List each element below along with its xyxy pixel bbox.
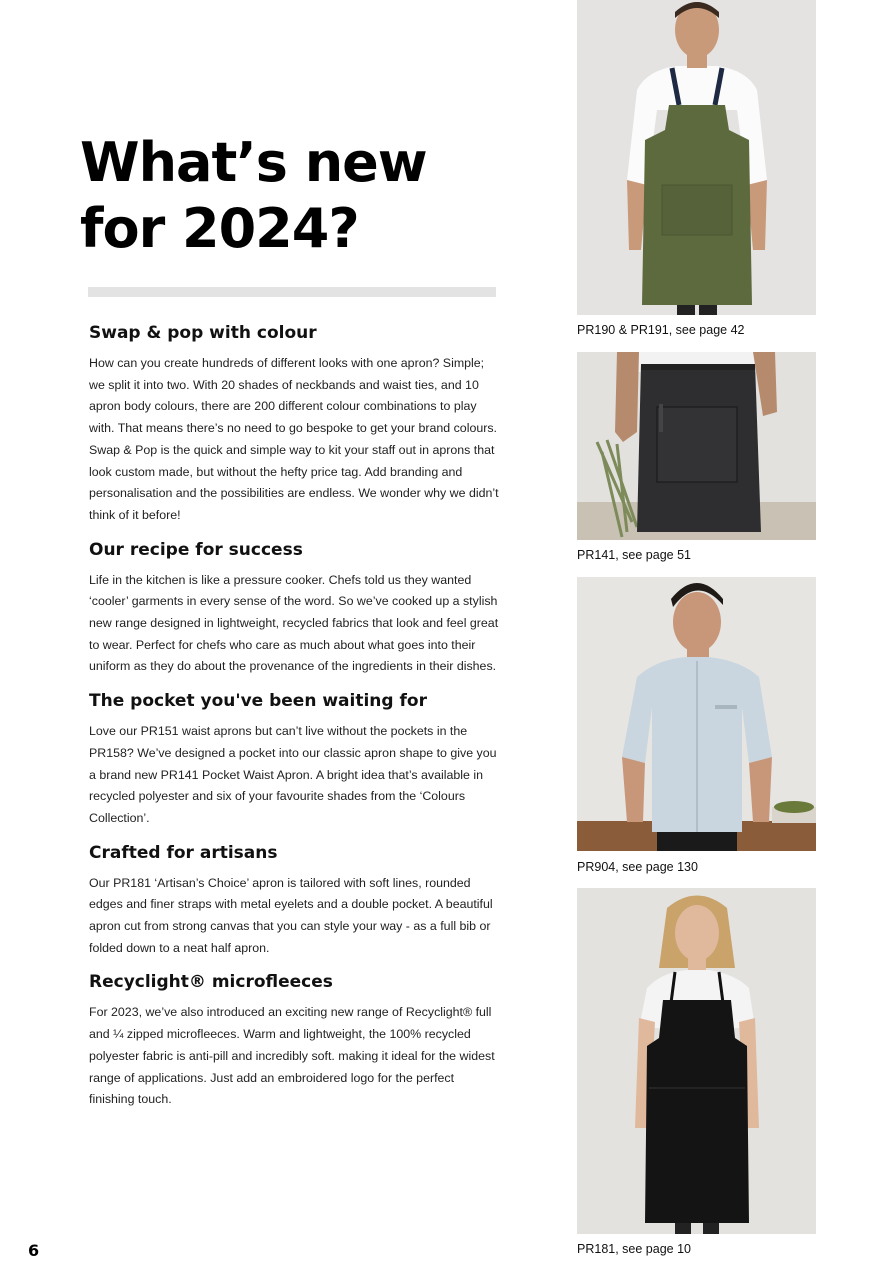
page-number: 6 xyxy=(28,1241,40,1260)
title-line-1: What’s new xyxy=(80,131,427,194)
article-body xyxy=(89,322,501,1123)
section-artisans xyxy=(89,842,501,960)
photo-black-bib-apron xyxy=(577,888,816,1234)
section-body: How can you create hundreds of different looks with one apron? Simple; we split it into two. With 20 shades of neckbands and waist ties, and 10 apron body colours, there are 200 different colour combinations to play with. That means there’s no need to go bespoke to get your brand colours. Swap & Pop is the quick and simple way to kit your staff out in aprons that look custom made, but without the hefty price tag. Add branding and personalisation and the possibilities are endless. We wonder why we didn’t think of it before! xyxy=(89,356,499,522)
section-body: Life in the kitchen is like a pressure cooker. Chefs told us they wanted ‘cooler’ garments in every sense of the word. So we’ve cooked up a stylish new range designed in lightweight, recycled fabrics that look and feel great to wear. Perfect for chefs who care as much about what goes into their uniform as they do about the provenance of the ingredients in their dishes. xyxy=(89,572,499,674)
photo-caption: PR904, see page 130 xyxy=(577,860,698,874)
title-line-2: for 2024? xyxy=(80,197,359,260)
photo-pocket-waist-apron xyxy=(577,352,816,540)
section-microfleeces xyxy=(89,971,501,1111)
section-heading: Our recipe for success xyxy=(89,539,303,560)
section-heading: Swap & pop with colour xyxy=(89,323,317,343)
photo-caption: PR141, see page 51 xyxy=(577,548,691,562)
photo-olive-bib-apron xyxy=(577,0,816,315)
section-heading: Recyclight® microfleeces xyxy=(89,972,333,993)
page-title xyxy=(80,130,540,262)
photo-chef-jacket xyxy=(577,577,816,851)
section-heading: Crafted for artisans xyxy=(89,842,278,863)
section-swap-pop xyxy=(89,322,501,527)
section-body: Our PR181 ‘Artisan’s Choice’ apron is tailored with soft lines, rounded edges and finer straps with metal eyelets and a double pocket. A beautiful apron cut from strong canvas that you can style your way - as a full bib or folded down to a neat half apron. xyxy=(89,875,493,955)
section-pocket xyxy=(89,690,501,830)
photo-caption: PR181, see page 10 xyxy=(577,1242,691,1256)
section-body: Love our PR151 waist aprons but can’t live without the pockets in the PR158? We’ve designed a pocket into our classic apron shape to give you a brand new PR141 Pocket Waist Apron. A bright idea that’s available in recycled polyester and six of your favourite shades from the ‘Colours Collection’. xyxy=(89,724,497,825)
section-recipe xyxy=(89,539,501,679)
photo-caption: PR190 & PR191, see page 42 xyxy=(577,323,745,337)
section-body: For 2023, we’ve also introduced an exciting new range of Recyclight® full and ¼ zipped microfleeces. Warm and lightweight, the 100% recycled polyester fabric is anti-pill and incredibly soft. making it ideal for the widest range of applications. Just add an embroidered logo for the perfect finishing touch. xyxy=(89,1005,495,1107)
title-divider xyxy=(88,287,496,297)
section-heading: The pocket you've been waiting for xyxy=(89,691,427,712)
